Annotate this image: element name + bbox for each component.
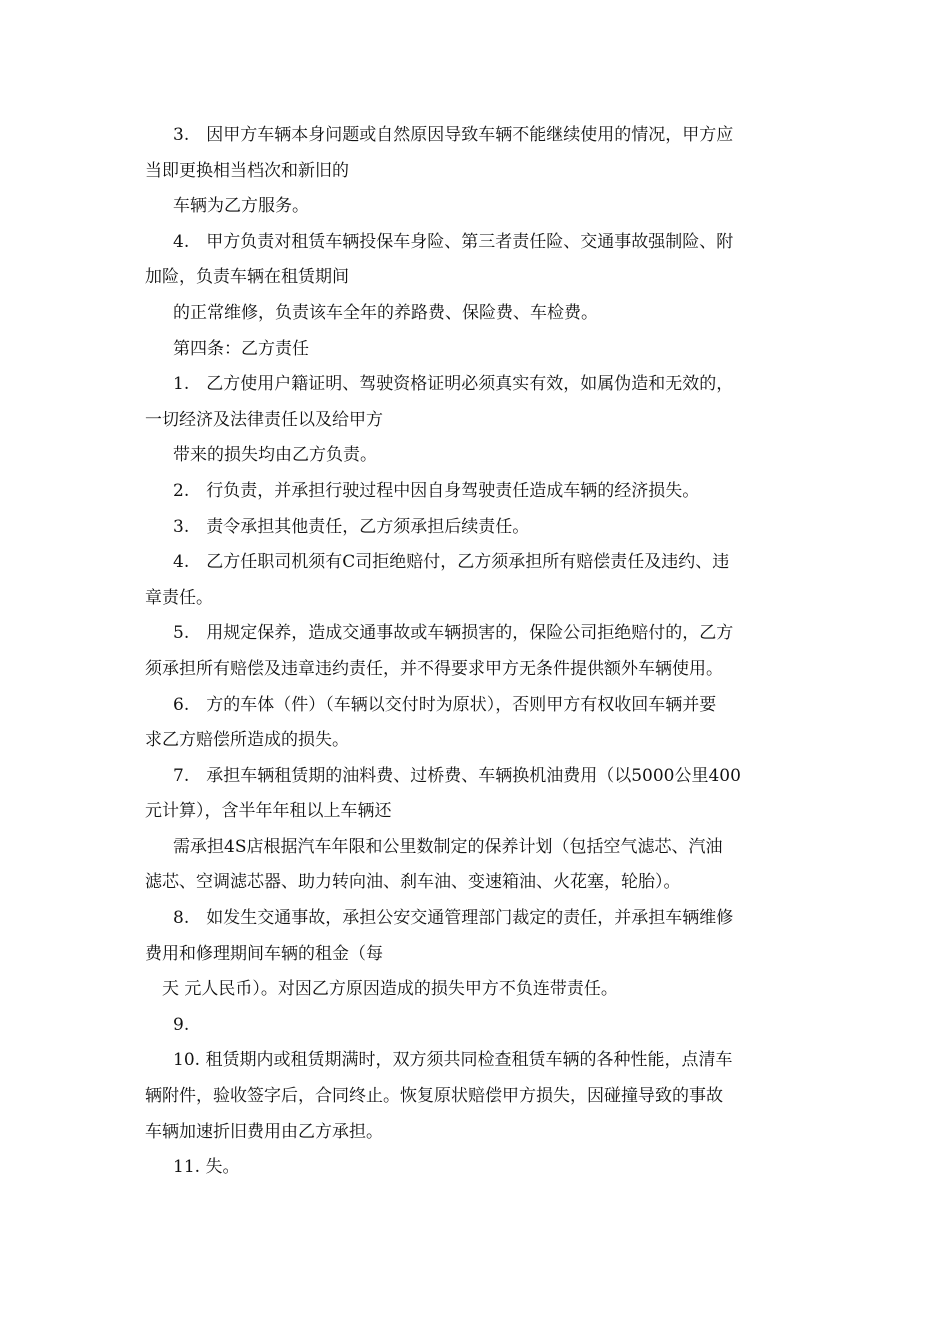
b-clause-4-line-2: 章责任。	[145, 587, 213, 608]
clause-3-line-1: 3. 因甲方车辆本身问题或自然原因导致车辆不能继续使用的情况，甲方应	[173, 125, 734, 145]
b-clause-7-line-4: 滤芯、空调滤芯器、助力转向油、刹车油、变速箱油、火花塞，轮胎）。	[145, 872, 681, 893]
b-clause-1-line-1: 1. 乙方使用户籍证明、驾驶资格证明必须真实有效，如属伪造和无效的，	[173, 374, 734, 395]
b-clause-6-line-1: 6. 方的车体（件）（车辆以交付时为原状），否则甲方有权收回车辆并要	[173, 694, 717, 715]
clause-3-line-2: 当即更换相当档次和新旧的	[145, 160, 349, 181]
b-clause-7-line-2: 元计算），含半年年租以上车辆还	[145, 801, 392, 822]
b-clause-6-line-2: 求乙方赔偿所造成的损失。	[145, 730, 349, 751]
clause-4-line-1: 4. 甲方负责对租赁车辆投保车身险、第三者责任险、交通事故强制险、附	[173, 231, 734, 252]
document-body	[145, 118, 810, 1186]
b-clause-4-line-1: 4. 乙方任职司机须有C司拒绝赔付，乙方须承担所有赔偿责任及违约、违	[173, 552, 730, 573]
clause-3-line-3: 车辆为乙方服务。	[173, 196, 309, 217]
clause-4-line-3: 的正常维修，负责该车全年的养路费、保险费、车检费。	[173, 302, 598, 323]
b-clause-10-line-2: 辆附件，验收签字后，合同终止。恢复原状赔偿甲方损失，因碰撞导致的事故	[145, 1086, 723, 1107]
b-clause-10-line-3: 车辆加速折旧费用由乙方承担。	[145, 1121, 383, 1142]
b-clause-5-line-2: 须承担所有赔偿及违章违约责任，并不得要求甲方无条件提供额外车辆使用。	[145, 658, 723, 679]
clause-4-line-2: 加险，负责车辆在租赁期间	[145, 267, 349, 288]
b-clause-7-line-1: 7. 承担车辆租赁期的油料费、过桥费、车辆换机油费用（以5000公里400	[173, 765, 741, 786]
b-clause-1-line-3: 带来的损失均由乙方负责。	[173, 445, 377, 466]
b-clause-8-line-2: 费用和修理期间车辆的租金（每	[145, 943, 383, 964]
section-heading-article-4: 第四条：乙方责任	[173, 338, 309, 359]
b-clause-3-line-1: 3. 责令承担其他责任，乙方须承担后续责任。	[173, 516, 530, 537]
b-clause-1-line-2: 一切经济及法律责任以及给甲方	[145, 409, 383, 430]
b-clause-9-line-1: 9.	[173, 1014, 190, 1035]
b-clause-8-line-3: 天 元人民币）。对因乙方原因造成的损失甲方不负连带责任。	[162, 979, 618, 1000]
b-clause-10-line-1: 10. 租赁期内或租赁期满时，双方须共同检查租赁车辆的各种性能，点清车	[173, 1050, 733, 1071]
b-clause-5-line-1: 5. 用规定保养，造成交通事故或车辆损害的，保险公司拒绝赔付的，乙方	[173, 623, 734, 644]
b-clause-7-line-3: 需承担4S店根据汽车年限和公里数制定的保养计划（包括空气滤芯、汽油	[173, 836, 723, 857]
b-clause-2-line-1: 2. 行负责，并承担行驶过程中因自身驾驶责任造成车辆的经济损失。	[173, 480, 700, 501]
b-clause-8-line-1: 8. 如发生交通事故，承担公安交通管理部门裁定的责任，并承担车辆维修	[173, 908, 734, 929]
b-clause-11-line-1: 11. 失。	[173, 1157, 240, 1178]
